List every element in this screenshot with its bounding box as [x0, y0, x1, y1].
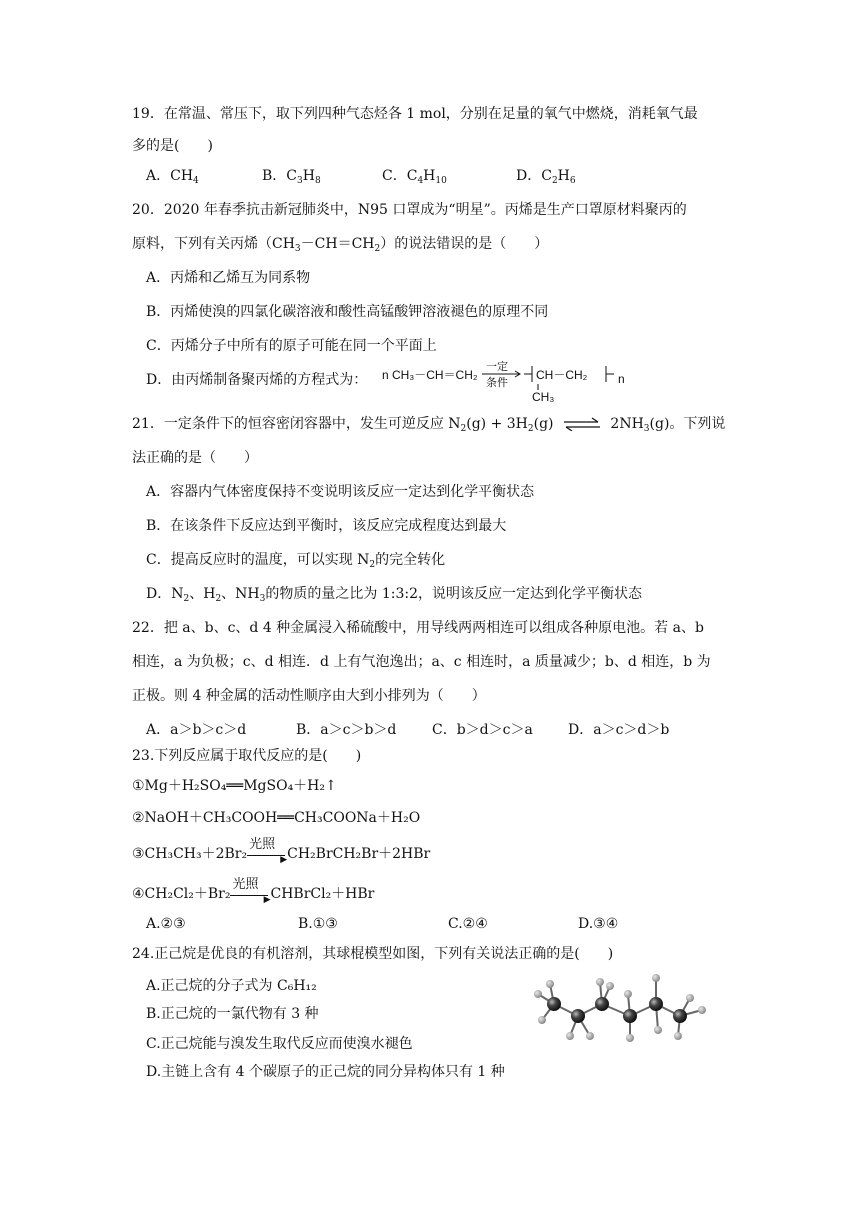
q22-option-b: B．a＞c＞b＞d	[296, 722, 397, 738]
q21-option-b: B．在该条件下反应达到平衡时，该反应完成程度达到最大	[146, 518, 507, 534]
eq-condition-top: 一定	[486, 361, 508, 373]
q19-option-a: A．$CH_4$	[146, 168, 199, 186]
q20-option-d: D．由丙烯制备聚丙烯的方程式为：	[146, 372, 368, 388]
eq-branch: CH₃	[532, 390, 555, 404]
q22-option-c: C．b＞d＞c＞a	[432, 722, 533, 738]
q21-option-d: D．$N_2$、$H_2$、$NH_3$的物质的量之比为 1:3:2，说明该反应一定达到化学平衡状态	[146, 586, 642, 604]
q21-stem-line1: 21．一定条件下的恒容密闭容器中，发生可逆反应 $N_2(g) + 3H_2(g)$ $2NH_3(g)$。下列说	[132, 416, 726, 434]
eq-reactant: n CH₃－CH＝CH₂	[382, 368, 478, 382]
eq-n: n	[618, 372, 625, 386]
q23-reaction-3: ③CH₃CH₃＋2Br₂ 光照 ▶ CH₂BrCH₂Br＋2HBr	[132, 837, 431, 865]
q23-option-c: C.②④	[448, 916, 488, 932]
q23-reaction-4: ④CH₂Cl₂＋Br₂ 光照 ▶ CHBrCl₂＋HBr	[132, 877, 375, 905]
polymerization-equation	[382, 362, 632, 406]
q23-reaction-2: ②NaOH＋CH₃COOH══CH₃COONa＋H₂O	[132, 810, 421, 826]
q23-stem: 23.下列反应属于取代反应的是( )	[132, 748, 362, 764]
light-arrow-icon: 光照 ▶	[232, 877, 271, 905]
q20-stem-line2: 原料，下列有关丙烯$(CH_3-CH=CH_2)$的说法错误的是（ ）	[132, 236, 549, 254]
q24-option-d: D.主链上含有 4 个碳原子的正己烷的同分异构体只有 1 种	[146, 1064, 505, 1080]
q24-stem: 24.正己烷是优良的有机溶剂，其球棍模型如图，下列有关说法正确的是( )	[132, 946, 614, 962]
q22-stem-line2: 相连，a 为负极；c、d 相连．d 上有气泡逸出；a、c 相连时，a 质量减少；b、d 相连，b 为	[132, 654, 711, 670]
q23-option-d: D.③④	[578, 916, 619, 932]
q22-stem-line3: 正极。则 4 种金属的活动性顺序由大到小排列为（ ）	[132, 688, 486, 704]
q23-reaction-1: ①Mg＋H₂SO₄══MgSO₄＋H₂↑	[132, 778, 337, 794]
q20-option-c: C．丙烯分子中所有的原子可能在同一个平面上	[146, 338, 437, 354]
q24-option-a: A.正己烷的分子式为 C₆H₁₂	[146, 978, 317, 994]
q20-stem-line1: 20．2020 年春季抗击新冠肺炎中，N95 口罩成为“明星”。丙烯是生产口罩原材料聚丙的	[132, 202, 687, 218]
q20-option-a: A．丙烯和乙烯互为同系物	[146, 270, 311, 286]
hexane-ball-stick-model	[528, 964, 728, 1064]
eq-product: CH－CH₂	[536, 368, 588, 382]
q19-option-d: D．$C_2H_6$	[516, 168, 576, 186]
q23-option-a: A.②③	[146, 916, 186, 932]
q21-stem-line2: 法正确的是（ ）	[132, 450, 258, 466]
q22-option-d: D．a＞c＞d＞b	[568, 722, 670, 738]
q22-stem-line1: 22．把 a、b、c、d 4 种金属浸入稀硫酸中，用导线两两相连可以组成各种原电池。若 a、b	[132, 620, 704, 636]
q21-option-c: C．提高反应时的温度，可以实现 $N_2$的完全转化	[146, 552, 446, 570]
q19-stem-line2: 多的是( )	[132, 138, 213, 154]
q20-option-b: B．丙烯使溴的四氯化碳溶液和酸性高锰酸钾溶液褪色的原理不同	[146, 304, 549, 320]
q22-option-a: A．a＞b＞c＞d	[146, 722, 247, 738]
q21-option-a: A．容器内气体密度保持不变说明该反应一定达到化学平衡状态	[146, 484, 535, 500]
q19-option-b: B．$C_3H_8$	[262, 168, 321, 186]
equilibrium-arrow-icon	[562, 417, 602, 431]
q19-stem-line1: 19．在常温、常压下，取下列四种气态烃各 1 mol，分别在足量的氧气中燃烧，消耗氧气最	[132, 106, 698, 122]
q24-option-c: C.正己烷能与溴发生取代反应而使溴水褪色	[146, 1036, 413, 1052]
light-arrow-icon: 光照 ▶	[249, 837, 288, 865]
q23-option-b: B.①③	[298, 916, 338, 932]
q24-option-b: B.正己烷的一氯代物有 3 种	[146, 1006, 319, 1022]
eq-condition-bottom: 条件	[486, 377, 508, 389]
q19-option-c: C．$C_4H_{10}$	[382, 168, 447, 186]
